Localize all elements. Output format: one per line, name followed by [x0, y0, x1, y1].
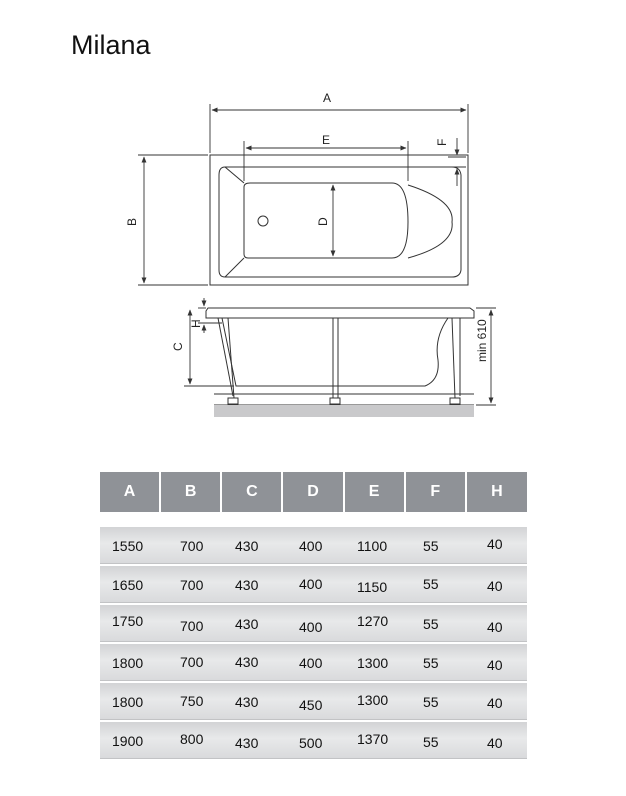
table-cell: 1300	[357, 655, 389, 671]
header-d: D	[281, 472, 342, 512]
label-min610: min 610	[475, 319, 489, 362]
table-cell: 1550	[112, 538, 144, 554]
table-cell: 1270	[357, 613, 389, 629]
top-view	[210, 155, 468, 285]
tub-rim-side	[206, 308, 474, 318]
dimensions-table	[100, 472, 527, 761]
table-cell: 400	[299, 576, 323, 592]
table-cell: 1650	[112, 577, 144, 593]
table-cell: 40	[487, 695, 503, 711]
label-a: A	[323, 91, 332, 105]
table-cell: 1150	[357, 579, 388, 595]
label-d: D	[316, 217, 330, 226]
tub-body-side	[222, 318, 448, 386]
table-cell: 400	[299, 655, 323, 671]
table-cell: 450	[299, 697, 323, 713]
table-row	[100, 527, 527, 564]
table-cell: 430	[235, 538, 259, 554]
table-cell: 1800	[112, 694, 144, 710]
table-cell: 55	[423, 655, 439, 671]
table-cell: 1370	[357, 731, 389, 747]
table-cell: 700	[180, 654, 204, 670]
label-c: C	[171, 342, 185, 351]
header-h: H	[465, 472, 527, 512]
table-row	[100, 722, 527, 759]
header-b: B	[159, 472, 220, 512]
label-b: B	[125, 217, 139, 226]
table-cell: 700	[180, 538, 204, 554]
table-cell: 1100	[357, 538, 388, 554]
table-row	[100, 605, 527, 642]
dim-a	[210, 104, 468, 153]
table-cell: 750	[180, 693, 204, 709]
table-cell: 430	[235, 616, 259, 632]
table-cell: 430	[235, 694, 259, 710]
header-e: E	[343, 472, 404, 512]
table-cell: 1800	[112, 655, 144, 671]
page-title: Milana	[71, 30, 151, 60]
table-row	[100, 566, 527, 603]
table-cell: 430	[235, 577, 259, 593]
table-cell: 40	[487, 657, 503, 673]
dim-e	[244, 141, 408, 181]
label-h: H	[189, 319, 203, 328]
table-cell: 700	[180, 577, 204, 593]
dim-b	[138, 155, 208, 285]
dim-f	[448, 138, 466, 186]
table-cell: 700	[180, 618, 204, 634]
table-body	[100, 527, 527, 759]
table-cell: 40	[487, 578, 503, 594]
label-f: F	[435, 138, 449, 146]
table-row	[100, 683, 527, 720]
table-cell: 430	[235, 654, 259, 670]
table-cell: 1750	[112, 613, 144, 629]
table-cell: 40	[487, 536, 503, 552]
table-cell: 55	[423, 538, 439, 554]
table-cell: 1300	[357, 692, 389, 708]
table-cell: 430	[235, 735, 259, 751]
table-cell: 55	[423, 616, 439, 632]
drain-icon	[258, 216, 268, 226]
side-view	[206, 308, 474, 405]
table-cell: 800	[180, 731, 204, 747]
header-f: F	[404, 472, 465, 512]
table-cell: 55	[423, 694, 439, 710]
table-cell: 40	[487, 619, 503, 635]
table-cell: 40	[487, 735, 503, 751]
table-cell: 1900	[112, 733, 144, 749]
table-cell: 55	[423, 734, 439, 750]
header-c: C	[220, 472, 281, 512]
table-header	[100, 472, 527, 512]
label-e: E	[322, 133, 331, 147]
table-cell: 500	[299, 735, 323, 751]
table-cell: 55	[423, 576, 439, 592]
tub-outer-rim	[210, 155, 468, 285]
table-row	[100, 644, 527, 681]
header-a: A	[100, 472, 159, 512]
table-cell: 400	[299, 538, 323, 554]
table-cell: 400	[299, 619, 323, 635]
floor-surface	[214, 405, 474, 417]
